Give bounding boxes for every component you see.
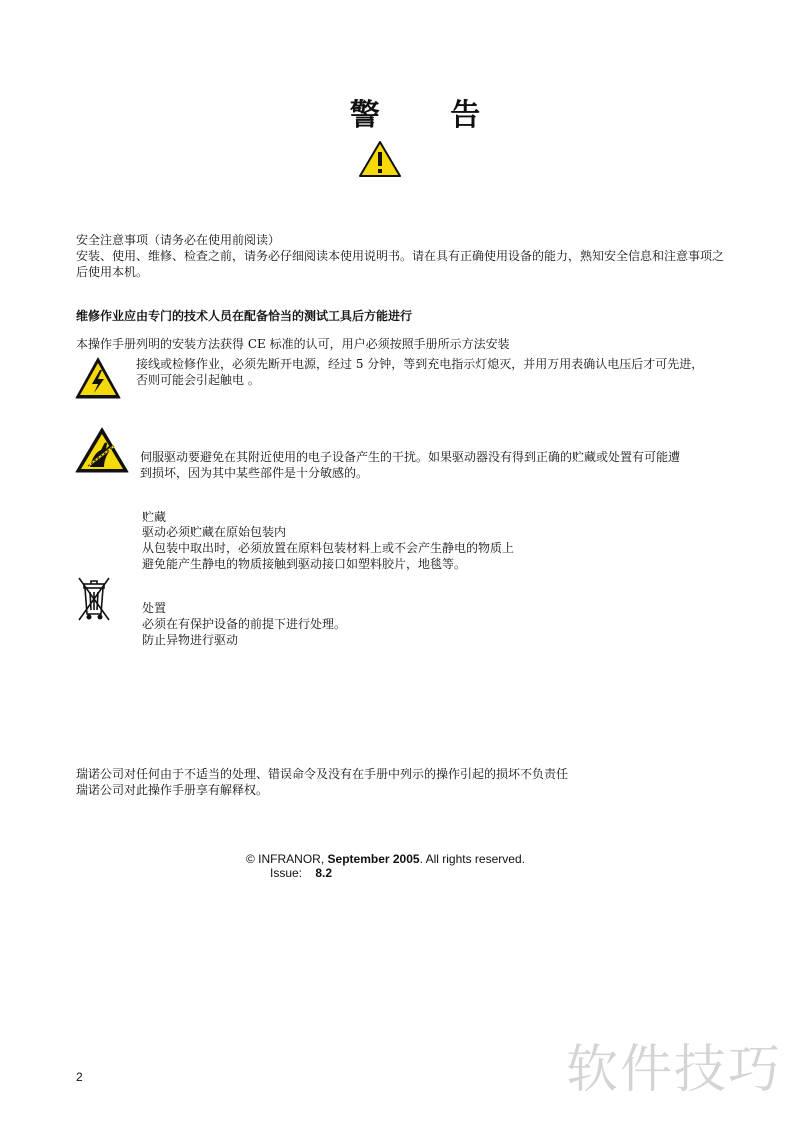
page-title: 警 告 bbox=[349, 98, 511, 133]
safety-body: 安装、使用、维修、检查之前，请务必仔细阅读本使用说明书。请在具有正确使用设备的能力，熟知安全信息和注意事项之后使用本机。 bbox=[76, 249, 725, 279]
watermark-text: 软件技巧 bbox=[566, 1040, 783, 1100]
disposal-line-1: 必须在有保护设备的前提下进行处理。 bbox=[142, 617, 347, 631]
maintenance-note: 维修作业应由专门的技术人员在配备恰当的测试工具后方能进行 bbox=[76, 309, 413, 323]
esd-warning-line-1: 伺服驱动要避免在其附近使用的电子设备产生的干扰。如果驱动器没有得到正确的贮藏或处置有可能遭 bbox=[140, 450, 681, 464]
copyright-suffix: . All rights reserved. bbox=[419, 852, 525, 866]
safety-heading: 安全注意事项（请务必在使用前阅读） bbox=[76, 233, 281, 247]
disposal-line-2: 防止异物进行驱动 bbox=[142, 633, 239, 647]
disposal-heading: 处置 bbox=[142, 601, 167, 615]
ce-compliance-note: 本操作手册列明的安装方法获得 CE 标准的认可，用户必须按照手册所示方法安装 bbox=[76, 337, 510, 351]
copyright-prefix: © INFRANOR, bbox=[246, 852, 328, 866]
page-number: 2 bbox=[76, 1070, 83, 1084]
electric-warning-line-2: 否则可能会引起触电 。 bbox=[136, 373, 260, 387]
storage-heading: 贮藏 bbox=[142, 510, 167, 524]
warning-triangle-icon bbox=[358, 140, 402, 178]
disclaimer-line-2: 瑞诺公司对此操作手册享有解释权。 bbox=[76, 783, 269, 797]
issue-line bbox=[270, 866, 332, 881]
weee-crossed-bin-icon bbox=[76, 574, 112, 626]
copyright-line bbox=[246, 852, 525, 867]
issue-label: Issue: bbox=[270, 866, 303, 880]
issue-value: 8.2 bbox=[315, 866, 333, 880]
storage-line-3: 避免能产生静电的物质接触到驱动接口如塑料胶片，地毯等。 bbox=[142, 557, 467, 571]
esd-sensitive-icon bbox=[74, 426, 130, 474]
storage-line-1: 驱动必须贮藏在原始包装内 bbox=[142, 525, 287, 539]
high-voltage-icon bbox=[74, 356, 122, 400]
storage-line-2: 从包装中取出时，必须放置在原料包装材料上或不会产生静电的物质上 bbox=[142, 541, 515, 555]
esd-warning-line-2: 到损坏，因为其中某些部件是十分敏感的。 bbox=[140, 466, 369, 480]
copyright-date: September 2005 bbox=[327, 852, 420, 866]
disclaimer-line-1: 瑞诺公司对任何由于不适当的处理、错误命令及没有在手册中列示的操作引起的损坏不负责任 bbox=[76, 767, 569, 781]
electric-warning-line-1: 接线或检修作业，必须先断开电源，经过 5 分钟，等到充电指示灯熄灭，并用万用表确认电压后才可先进， bbox=[136, 357, 704, 371]
